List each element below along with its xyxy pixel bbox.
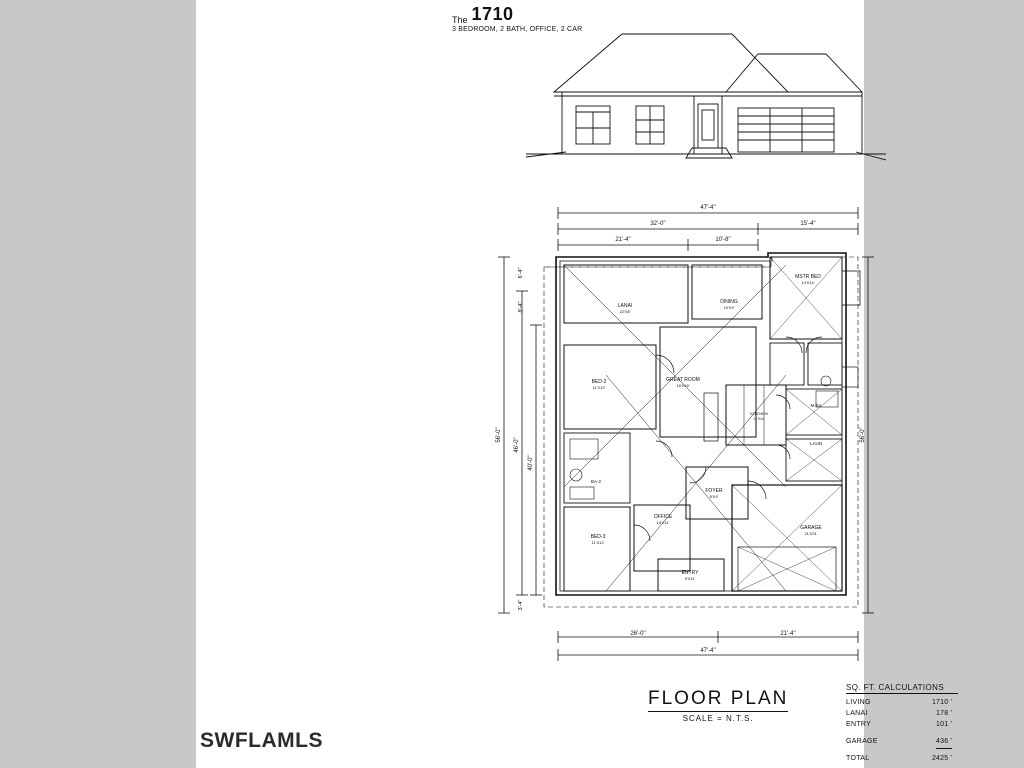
room-label-bath-2: BA-2 — [590, 479, 602, 484]
floor-plan-caption — [648, 688, 788, 723]
dim-bottom-right: 21'-4" — [780, 631, 796, 637]
room-size-entry: 9'X11' — [684, 576, 696, 581]
floor-plan-drawing — [486, 195, 886, 675]
dim-top-inner-mid: 10'-8" — [715, 237, 731, 243]
sqft-value-living: 1710 ' — [931, 699, 952, 706]
dim-left-small-mid: 8'-4" — [518, 301, 524, 313]
dim-bottom-overall: 47'-4" — [700, 648, 716, 654]
room-size-garage: 21'X21' — [804, 531, 818, 536]
room-size-kitchen: 11'X12' — [753, 417, 765, 421]
room-label-garage: GARAGE — [800, 525, 822, 531]
dim-bottom-left: 26'-0" — [630, 631, 646, 637]
dim-top-inner-left: 21'-4" — [615, 237, 631, 243]
front-elevation-drawing — [526, 24, 886, 164]
room-label-foyer: FOYER — [705, 488, 723, 494]
room-size-bed-3: 11'X12' — [591, 540, 605, 545]
sqft-calculations-table — [846, 683, 958, 764]
dim-left-inner-a: 46'-0" — [514, 437, 520, 453]
table-row — [846, 753, 958, 764]
sqft-heading: SQ. FT. CALCULATIONS — [846, 683, 958, 694]
room-label-entry: ENTRY — [681, 570, 699, 576]
floor-plan-scale: SCALE = N.T.S. — [682, 714, 754, 723]
room-label-bed-2: BED-2 — [591, 379, 607, 385]
sqft-label-living: LIVING — [846, 699, 871, 706]
canvas-background-right — [864, 0, 1024, 768]
room-size-office: 10'X11' — [656, 520, 670, 525]
sqft-label-total: TOTAL — [846, 755, 870, 762]
room-size-lanai: 22'X8' — [619, 309, 631, 314]
sqft-value-garage: 436 ' — [936, 736, 952, 749]
dim-left-inner-b: 40'-0" — [528, 455, 534, 471]
blueprint-sheet — [196, 0, 952, 768]
table-row — [846, 697, 958, 708]
dim-left-overall: 56'-0" — [496, 427, 502, 443]
dim-top-overall: 47'-4" — [700, 205, 716, 211]
room-label-dining: DINING — [720, 299, 738, 305]
plan-model-number: 1710 — [471, 4, 514, 24]
sqft-label-entry: ENTRY — [846, 721, 872, 728]
room-label-kitchen: KITCHEN — [750, 411, 768, 416]
sqft-value-total: 2425 ' — [931, 755, 952, 762]
table-row — [846, 708, 958, 719]
sqft-value-lanai: 178 ' — [936, 710, 952, 717]
room-size-foyer: 8'X9' — [709, 494, 719, 499]
room-size-mstr-bed: 14'X14' — [801, 280, 815, 285]
sqft-value-entry: 101 ' — [936, 721, 952, 728]
room-label-laundry: LAUN — [809, 441, 823, 446]
room-label-mstr-bed: MSTR BED — [795, 274, 821, 280]
room-label-great-room: GREAT ROOM — [666, 377, 700, 383]
room-size-bed-2: 11'X12' — [592, 385, 606, 390]
dim-right-overall: 56'-0" — [860, 427, 866, 443]
floor-plan-title: FLOOR PLAN — [648, 688, 788, 712]
dim-top-left-span: 32'-0" — [650, 221, 666, 227]
watermark-label: SWFLAMLS — [200, 729, 323, 752]
room-label-lanai: LANAI — [617, 303, 633, 309]
room-size-great-room: 18'X16' — [676, 383, 690, 388]
sqft-label-lanai: LANAI — [846, 710, 868, 717]
table-row — [846, 736, 958, 749]
title-prefix: The — [452, 15, 468, 25]
room-label-office: OFFICE — [653, 514, 673, 520]
table-row — [846, 719, 958, 730]
sqft-label-garage: GARAGE — [846, 738, 878, 745]
room-label-bed-3: BED-3 — [590, 534, 606, 540]
plan-subtitle: 3 BEDROOM, 2 BATH, OFFICE, 2 CAR — [452, 26, 583, 33]
dim-top-right-span: 15'-4" — [800, 221, 816, 227]
dim-left-small-top: 6'-4" — [518, 267, 524, 279]
room-label-m-bath: M.BA — [810, 403, 822, 408]
room-size-dining: 10'X9' — [723, 305, 735, 310]
dim-left-small-bottom: 3'-4" — [518, 599, 524, 611]
canvas-background-left — [0, 0, 196, 768]
